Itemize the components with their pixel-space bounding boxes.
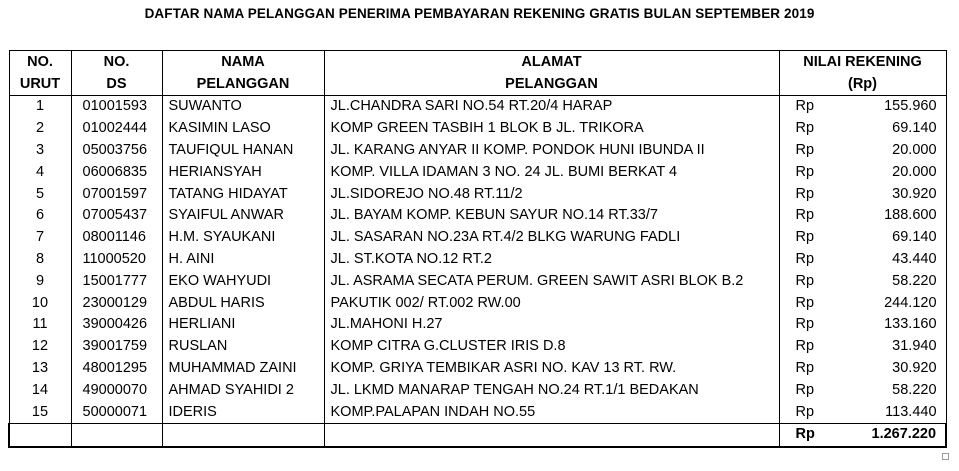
cell-currency: Rp xyxy=(779,140,827,162)
cell-alamat: JL. KARANG ANYAR II KOMP. PONDOK HUNI IBUNDA II xyxy=(324,140,779,162)
cell-no-urut: 1 xyxy=(9,96,71,118)
cell-nama: IDERIS xyxy=(162,401,324,423)
cell-nama: HERLIANI xyxy=(162,314,324,336)
cell-nama: H.M. SYAUKANI xyxy=(162,227,324,249)
cell-nama: SYAIFUL ANWAR xyxy=(162,205,324,227)
total-row xyxy=(9,423,946,447)
cell-nilai: 31.940 xyxy=(827,336,946,358)
cell-no-urut: 2 xyxy=(9,118,71,140)
table-row xyxy=(9,118,946,140)
header-nilai: NILAI REKENING xyxy=(779,51,946,74)
table-row xyxy=(9,314,946,336)
table-row xyxy=(9,205,946,227)
cell-nama: MUHAMMAD ZAINI xyxy=(162,358,324,380)
header-row-2 xyxy=(9,73,946,96)
header-nilai-sub: (Rp) xyxy=(779,73,946,96)
total-value: 1.267.220 xyxy=(827,423,946,447)
table-row xyxy=(9,336,946,358)
cell-no-ds: 01001593 xyxy=(71,96,162,118)
header-no-urut-sub: URUT xyxy=(9,73,71,96)
table-row xyxy=(9,401,946,423)
table-row xyxy=(9,379,946,401)
table-row xyxy=(9,227,946,249)
cell-nilai: 133.160 xyxy=(827,314,946,336)
cell-no-ds: 07005437 xyxy=(71,205,162,227)
cell-alamat: JL.MAHONI H.27 xyxy=(324,314,779,336)
cell-no-urut: 15 xyxy=(9,401,71,423)
table-row xyxy=(9,249,946,271)
cell-nama: EKO WAHYUDI xyxy=(162,270,324,292)
cell-nama: AHMAD SYAHIDI 2 xyxy=(162,379,324,401)
cell-no-urut: 9 xyxy=(9,270,71,292)
cell-no-ds: 07001597 xyxy=(71,183,162,205)
cell-no-urut: 7 xyxy=(9,227,71,249)
cell-currency: Rp xyxy=(779,270,827,292)
cell-no-urut: 6 xyxy=(9,205,71,227)
table-row xyxy=(9,292,946,314)
customer-table xyxy=(8,50,947,448)
cell-currency: Rp xyxy=(779,118,827,140)
cell-nama: H. AINI xyxy=(162,249,324,271)
cell-no-ds: 23000129 xyxy=(71,292,162,314)
cell-no-ds: 05003756 xyxy=(71,140,162,162)
cell-nilai: 113.440 xyxy=(827,401,946,423)
cell-nama: SUWANTO xyxy=(162,96,324,118)
cell-alamat: KOMP GREEN TASBIH 1 BLOK B JL. TRIKORA xyxy=(324,118,779,140)
table-row xyxy=(9,140,946,162)
cell-nama: TATANG HIDAYAT xyxy=(162,183,324,205)
header-alamat: ALAMAT xyxy=(324,51,779,74)
cell-alamat: KOMP CITRA G.CLUSTER IRIS D.8 xyxy=(324,336,779,358)
cell-alamat: JL. LKMD MANARAP TENGAH NO.24 RT.1/1 BEDAKAN xyxy=(324,379,779,401)
cell-nama: TAUFIQUL HANAN xyxy=(162,140,324,162)
cell-currency: Rp xyxy=(779,314,827,336)
cell-alamat: JL. SASARAN NO.23A RT.4/2 BLKG WARUNG FADLI xyxy=(324,227,779,249)
cell-nilai: 30.920 xyxy=(827,358,946,380)
cell-nama: KASIMIN LASO xyxy=(162,118,324,140)
cell-alamat: JL. BAYAM KOMP. KEBUN SAYUR NO.14 RT.33/7 xyxy=(324,205,779,227)
cell-no-ds: 11000520 xyxy=(71,249,162,271)
document-title: DAFTAR NAMA PELANGGAN PENERIMA PEMBAYARAN REKENING GRATIS BULAN SEPTEMBER 2019 xyxy=(144,6,815,21)
cell-no-urut: 4 xyxy=(9,161,71,183)
cell-no-urut: 14 xyxy=(9,379,71,401)
cell-currency: Rp xyxy=(779,401,827,423)
cell-alamat: JL.CHANDRA SARI NO.54 RT.20/4 HARAP xyxy=(324,96,779,118)
cell-nama: RUSLAN xyxy=(162,336,324,358)
cell-nilai: 58.220 xyxy=(827,270,946,292)
header-alamat-sub: PELANGGAN xyxy=(324,73,779,96)
cell-alamat: JL.SIDOREJO NO.48 RT.11/2 xyxy=(324,183,779,205)
cell-no-ds: 01002444 xyxy=(71,118,162,140)
cell-alamat: PAKUTIK 002/ RT.002 RW.00 xyxy=(324,292,779,314)
total-empty-cell xyxy=(324,423,779,447)
cell-no-ds: 48001295 xyxy=(71,358,162,380)
cell-currency: Rp xyxy=(779,249,827,271)
resize-handle[interactable] xyxy=(942,453,949,460)
cell-currency: Rp xyxy=(779,336,827,358)
cell-no-ds: 49000070 xyxy=(71,379,162,401)
table-body xyxy=(9,96,946,424)
cell-nilai: 188.600 xyxy=(827,205,946,227)
cell-no-urut: 12 xyxy=(9,336,71,358)
header-no-ds-sub: DS xyxy=(71,73,162,96)
cell-no-urut: 10 xyxy=(9,292,71,314)
cell-nilai: 244.120 xyxy=(827,292,946,314)
header-no-ds: NO. xyxy=(71,51,162,74)
cell-currency: Rp xyxy=(779,358,827,380)
table-row xyxy=(9,270,946,292)
total-empty-cell xyxy=(162,423,324,447)
total-currency: Rp xyxy=(779,423,827,447)
cell-nama: ABDUL HARIS xyxy=(162,292,324,314)
cell-no-ds: 06006835 xyxy=(71,161,162,183)
cell-no-ds: 15001777 xyxy=(71,270,162,292)
header-row-1 xyxy=(9,51,946,74)
header-nama: NAMA xyxy=(162,51,324,74)
table-row xyxy=(9,358,946,380)
cell-nama: HERIANSYAH xyxy=(162,161,324,183)
cell-alamat: KOMP. GRIYA TEMBIKAR ASRI NO. KAV 13 RT. RW. xyxy=(324,358,779,380)
total-empty-cell xyxy=(9,423,71,447)
cell-currency: Rp xyxy=(779,96,827,118)
cell-nilai: 20.000 xyxy=(827,140,946,162)
cell-no-urut: 11 xyxy=(9,314,71,336)
cell-no-urut: 13 xyxy=(9,358,71,380)
cell-nilai: 20.000 xyxy=(827,161,946,183)
cell-alamat: JL. ASRAMA SECATA PERUM. GREEN SAWIT ASRI BLOK B.2 xyxy=(324,270,779,292)
cell-no-urut: 8 xyxy=(9,249,71,271)
table-row xyxy=(9,161,946,183)
cell-currency: Rp xyxy=(779,227,827,249)
cell-no-ds: 39000426 xyxy=(71,314,162,336)
cell-nilai: 30.920 xyxy=(827,183,946,205)
cell-no-ds: 39001759 xyxy=(71,336,162,358)
cell-nilai: 69.140 xyxy=(827,227,946,249)
table-row xyxy=(9,96,946,118)
cell-no-ds: 50000071 xyxy=(71,401,162,423)
header-nama-sub: PELANGGAN xyxy=(162,73,324,96)
cell-no-urut: 5 xyxy=(9,183,71,205)
cell-nilai: 58.220 xyxy=(827,379,946,401)
cell-currency: Rp xyxy=(779,161,827,183)
cell-nilai: 155.960 xyxy=(827,96,946,118)
cell-no-ds: 08001146 xyxy=(71,227,162,249)
cell-currency: Rp xyxy=(779,379,827,401)
cell-alamat: KOMP.PALAPAN INDAH NO.55 xyxy=(324,401,779,423)
cell-currency: Rp xyxy=(779,292,827,314)
table-row xyxy=(9,183,946,205)
cell-no-urut: 3 xyxy=(9,140,71,162)
cell-nilai: 43.440 xyxy=(827,249,946,271)
cell-currency: Rp xyxy=(779,205,827,227)
cell-alamat: KOMP. VILLA IDAMAN 3 NO. 24 JL. BUMI BERKAT 4 xyxy=(324,161,779,183)
total-empty-cell xyxy=(71,423,162,447)
header-no-urut: NO. xyxy=(9,51,71,74)
cell-currency: Rp xyxy=(779,183,827,205)
cell-alamat: JL. ST.KOTA NO.12 RT.2 xyxy=(324,249,779,271)
cell-nilai: 69.140 xyxy=(827,118,946,140)
